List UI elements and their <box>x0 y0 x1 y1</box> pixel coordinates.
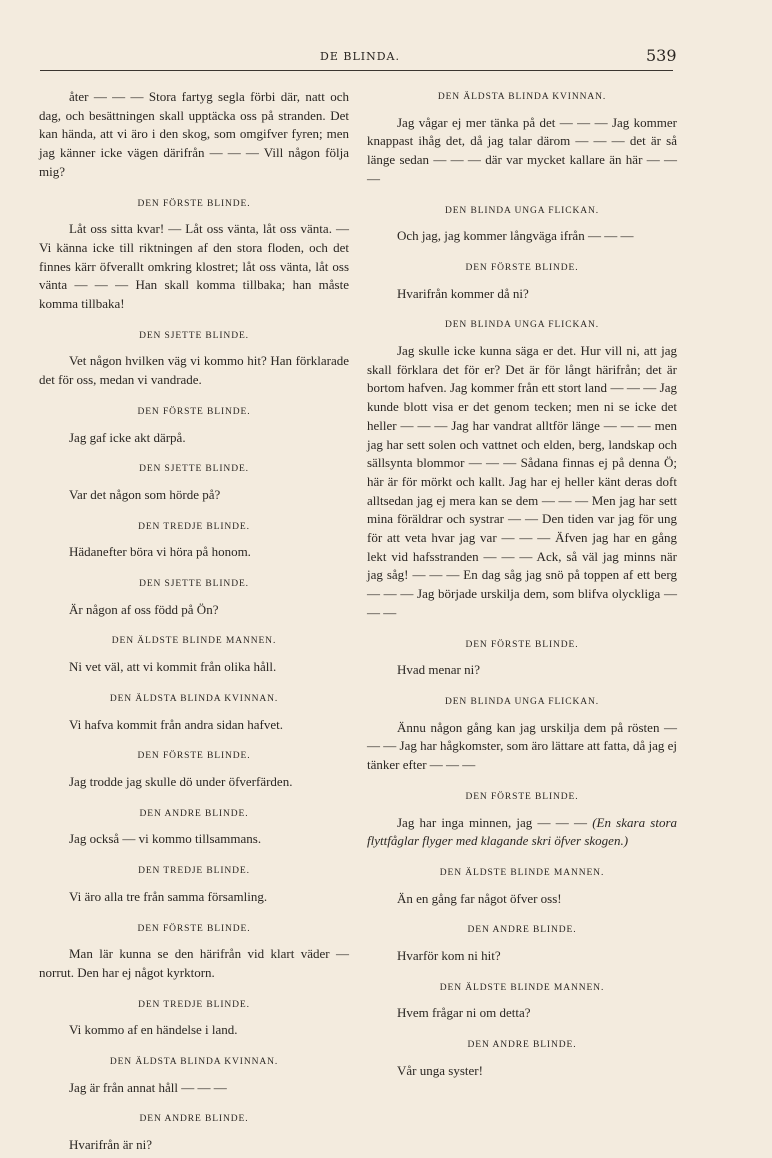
dialogue-text: Än en gång far något öfver oss! <box>397 890 562 906</box>
speaker-name: DEN ÄLDSTA BLINDA KVINNAN. <box>109 693 279 704</box>
dialogue-text: Jag vågar ej mer tänka på det — — — Jag kommer knappast ihåg det, då jag talar därom — — — det är så länge sedan — — — där var mycket kallare än här — — — <box>367 114 677 186</box>
speaker-name: DEN FÖRSTE BLINDE. <box>137 406 251 417</box>
running-header: DE BLINDA. <box>320 50 400 63</box>
dialogue-line <box>367 890 677 909</box>
speaker-name: DEN ÄLDSTA BLINDA KVINNAN. <box>437 92 607 102</box>
dialogue-line <box>39 888 349 907</box>
dialogue-text: Vi kommo af en händelse i land. <box>69 1022 238 1038</box>
speaker-name: DEN FÖRSTE BLINDE. <box>465 791 579 802</box>
dialogue-text: Hvarför kom ni hit? <box>397 948 501 964</box>
page-number: 539 <box>646 46 677 65</box>
dialogue-line <box>367 342 677 623</box>
speaker-name: DEN ANDRE BLINDE. <box>139 808 249 819</box>
dialogue-line <box>367 285 677 304</box>
dialogue-text: Jag skulle icke kunna säga er det. Hur vill ni, att jag skall förklara det för er? Det är för långt härifrån; det är bortom hafven. Jag kommer från ett stort land — — — Jag kunde blott visa er det genom tecken; men ni se icke det heller — — — Jag har vandrat alltför länge — — — men jag har sett solen och vattnet och elden, berg, landskap och sällsynta blommor — — — Sådana finnas ej på denna Ö; här är för mörkt och kallt. Jag har ej heller känt deras doft alltsedan jag ej mera kan se dem — — — Men jag har sett mina föräldrar och systrar — — Den tiden var jag för ung för att veta hvar jag var — — — Äfven jag har en gång lekt vid hafsstranden — — — Ack, så väl jag minns när jag såg! — — — En dag såg jag snö på toppen af ett berg — — — Jag började urskilja dem, som blifva olyckliga — — — <box>367 343 677 620</box>
dialogue-line <box>39 658 349 677</box>
dialogue-text: Vi äro alla tre från samma församling. <box>69 888 268 904</box>
speaker-name: DEN ÄLDSTE BLINDE MANNEN. <box>439 982 605 993</box>
speaker-name: DEN ANDRE BLINDE. <box>467 1040 577 1051</box>
dialogue-text: Hvad menar ni? <box>397 662 481 678</box>
dialogue-text: Jag gaf icke akt därpå. <box>69 429 186 445</box>
dialogue-text: Jag trodde jag skulle dö under öfverfärden. <box>69 773 293 789</box>
dialogue-text: Vår unga syster! <box>397 1062 483 1078</box>
dialogue-text: Är någon af oss född på Ön? <box>69 601 219 617</box>
dialogue-line <box>367 814 677 851</box>
dialogue-text: åter — — — Stora fartyg segla förbi där, natt och dag, och besättningen skall upptäcka oss på stranden. Det kan hända, att vi äro i den skog, som omgifver fyren; men jag känner icke vägen därifrån — — — Vill någon följa mig? <box>39 89 349 179</box>
dialogue-text: Jag har inga minnen, jag — — — <box>397 814 587 830</box>
right-column <box>367 88 677 1081</box>
dialogue-line <box>39 486 349 505</box>
dialogue-text: Låt oss sitta kvar! — Låt oss vänta, låt oss vänta. — Vi känna icke till riktningen af den stora floden, och det finnes kärr öfverallt omkring klostret; låt oss vänta, låt oss vänta — — — Han skall komma tillbaka; han måste komma tillbaka! <box>39 221 349 312</box>
speaker-name: DEN ANDRE BLINDE. <box>467 925 577 936</box>
speaker-name: DEN ÄLDSTE BLINDE MANNEN. <box>111 636 277 647</box>
dialogue-line <box>39 1079 349 1098</box>
speaker-name: DEN FÖRSTE BLINDE. <box>137 923 251 934</box>
dialogue-line <box>39 1136 349 1155</box>
dialogue-text: Jag också — vi kommo tillsammans. <box>69 831 262 847</box>
dialogue-line <box>367 1004 677 1023</box>
dialogue-line <box>39 543 349 562</box>
dialogue-line <box>39 945 349 982</box>
dialogue-text: Hvarifrån är ni? <box>69 1137 153 1153</box>
dialogue-text: Var det någon som hörde på? <box>69 486 221 502</box>
dialogue-line <box>39 220 349 314</box>
speaker-name: DEN SJETTE BLINDE. <box>139 464 249 475</box>
dialogue-line <box>367 227 677 246</box>
dialogue-text: Hvarifrån kommer då ni? <box>397 285 529 301</box>
dialogue-line <box>39 830 349 849</box>
speaker-name: DEN FÖRSTE BLINDE. <box>137 751 251 762</box>
dialogue-line <box>39 429 349 448</box>
dialogue-line <box>367 661 677 680</box>
stage-direction: (En skara stora flyttfåglar flyger med klagande skri öfver skogen.) <box>367 814 678 849</box>
speaker-name: DEN TREDJE BLINDE. <box>138 866 250 877</box>
speaker-name: DEN ANDRE BLINDE. <box>139 1114 249 1125</box>
dialogue-line <box>367 114 677 189</box>
dialogue-text: Vet någon hvilken väg vi kommo hit? Han förklarade det för oss, medan vi vandrade. <box>39 353 349 388</box>
header-rule <box>40 70 673 71</box>
dialogue-line <box>39 716 349 735</box>
dialogue-text: Man lär kunna se den härifrån vid klart väder — norrut. Den har ej något kyrktorn. <box>39 946 349 980</box>
dialogue-text: Och jag, jag kommer långväga ifrån — — — <box>397 228 634 244</box>
speaker-name: DEN ÄLDSTE BLINDE MANNEN. <box>439 867 605 878</box>
dialogue-line <box>39 352 349 389</box>
dialogue-line <box>39 1021 349 1040</box>
dialogue-text: Vi hafva kommit från andra sidan hafvet. <box>69 716 284 732</box>
speaker-name: DEN SJETTE BLINDE. <box>139 330 249 341</box>
dialogue-line <box>39 88 349 182</box>
dialogue-text: Ännu någon gång kan jag urskilja dem på rösten — — — Jag har hågkomster, som äro lättare att fatta, då jag ej tänker efter — — — <box>367 719 677 773</box>
dialogue-line <box>367 947 677 966</box>
speaker-name: DEN ÄLDSTA BLINDA KVINNAN. <box>109 1057 279 1068</box>
speaker-name: DEN FÖRSTE BLINDE. <box>137 198 251 209</box>
speaker-name: DEN FÖRSTE BLINDE. <box>465 262 579 273</box>
left-column <box>39 88 349 1155</box>
dialogue-line <box>367 719 677 775</box>
speaker-name: DEN BLINDA UNGA FLICKAN. <box>444 205 600 216</box>
speaker-name: DEN TREDJE BLINDE. <box>138 999 250 1010</box>
dialogue-text: Jag är från annat håll — — — <box>69 1079 227 1095</box>
speaker-name: DEN FÖRSTE BLINDE. <box>465 639 579 650</box>
speaker-name: DEN SJETTE BLINDE. <box>139 579 249 590</box>
speaker-name: DEN BLINDA UNGA FLICKAN. <box>444 320 600 331</box>
dialogue-line <box>39 601 349 620</box>
dialogue-text: Hädanefter böra vi höra på honom. <box>69 544 251 560</box>
dialogue-line <box>367 1062 677 1081</box>
speaker-name: DEN TREDJE BLINDE. <box>138 521 250 532</box>
speaker-name: DEN BLINDA UNGA FLICKAN. <box>444 696 600 707</box>
dialogue-text: Ni vet väl, att vi kommit från olika håll. <box>69 659 277 675</box>
dialogue-line <box>39 773 349 792</box>
dialogue-text: Hvem frågar ni om detta? <box>397 1005 531 1021</box>
